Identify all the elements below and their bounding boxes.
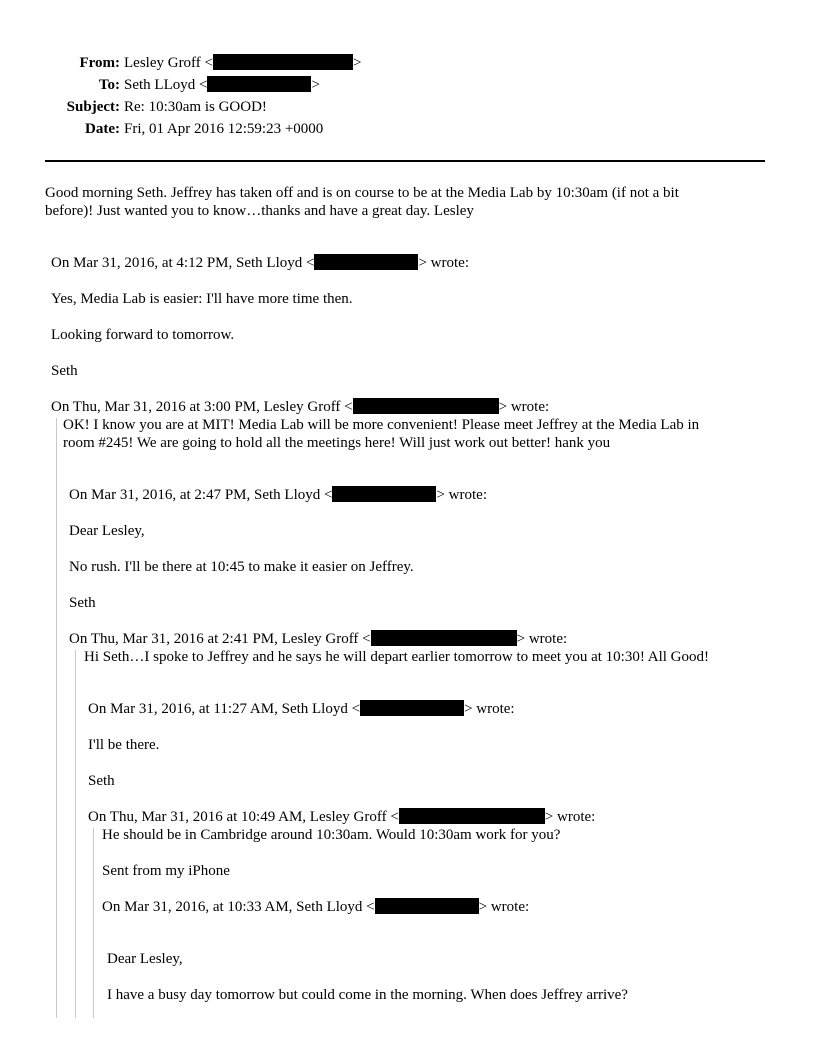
quote-signature: Seth [51,363,78,379]
quote-line: OK! I know you are at MIT! Media Lab will be more convenient! Please meet Jeffrey at the Media Lab in [63,417,700,433]
quote-line: Dear Lesley, [107,951,183,967]
quote-attribution: On Mar 31, 2016, at 4:12 PM, Seth Lloyd < > wrote: [51,255,469,271]
quote-line: No rush. I'll be there at 10:45 to make it easier on Jeffrey. [69,559,414,575]
quote-attribution: On Mar 31, 2016, at 10:33 AM, Seth Lloyd < > wrote: [102,899,530,915]
quote-line: Looking forward to tomorrow. [51,327,235,343]
to-label: To: [98,77,120,93]
header-divider [45,160,765,162]
quote-attribution: On Thu, Mar 31, 2016 at 2:41 PM, Lesley Groff < > wrote: [69,631,568,647]
quote-signature: Seth [69,595,96,611]
quote-line: Yes, Media Lab is easier: I'll have more time then. [51,291,353,307]
quote-bar [93,828,94,1018]
redaction-block [213,54,353,70]
redaction-block [399,808,545,824]
redaction-block [207,76,311,92]
redaction-block [353,398,499,414]
redaction-block [371,630,517,646]
quote-attribution: On Thu, Mar 31, 2016 at 10:49 AM, Lesley Groff < > wrote: [88,809,596,825]
quote-line: Dear Lesley, [69,523,145,539]
quote-attribution: On Mar 31, 2016, at 2:47 PM, Seth Lloyd < > wrote: [69,487,487,503]
subject-label: Subject: [66,99,120,115]
quote-line: Hi Seth…I spoke to Jeffrey and he says he will depart earlier tomorrow to meet you at 10:30! All Good! [84,649,709,665]
quote-line: I have a busy day tomorrow but could come in the morning. When does Jeffrey arrive? [107,987,628,1003]
from-value: Lesley Groff < > [124,55,362,71]
redaction-block [360,700,464,716]
quote-signature: Seth [88,773,115,789]
quote-bar [56,418,57,1018]
redaction-block [314,254,418,270]
to-value: Seth LLoyd < > [124,77,320,93]
to-name: Seth LLoyd < [124,77,208,93]
date-value: Fri, 01 Apr 2016 12:59:23 +0000 [124,121,324,137]
quote-line: Sent from my iPhone [102,863,230,879]
redaction-block [375,898,479,914]
quote-line: I'll be there. [88,737,160,753]
quote-bar [75,650,76,1018]
quote-attribution: On Thu, Mar 31, 2016 at 3:00 PM, Lesley Groff < > wrote: [51,399,550,415]
subject-value: Re: 10:30am is GOOD! [124,99,267,115]
body-line: Good morning Seth. Jeffrey has taken off and is on course to be at the Media Lab by 10:30am (if not a bit [45,185,679,201]
date-label: Date: [85,121,120,137]
body-line: before)! Just wanted you to know…thanks and have a great day. Lesley [45,203,474,219]
quote-line: He should be in Cambridge around 10:30am. Would 10:30am work for you? [102,827,561,843]
redaction-block [332,486,436,502]
from-label: From: [79,55,120,71]
quote-line: room #245! We are going to hold all the meetings here! Will just work out better! hank you [63,435,611,451]
from-name: Lesley Groff < [124,55,213,71]
quote-attribution: On Mar 31, 2016, at 11:27 AM, Seth Lloyd < > wrote: [88,701,515,717]
